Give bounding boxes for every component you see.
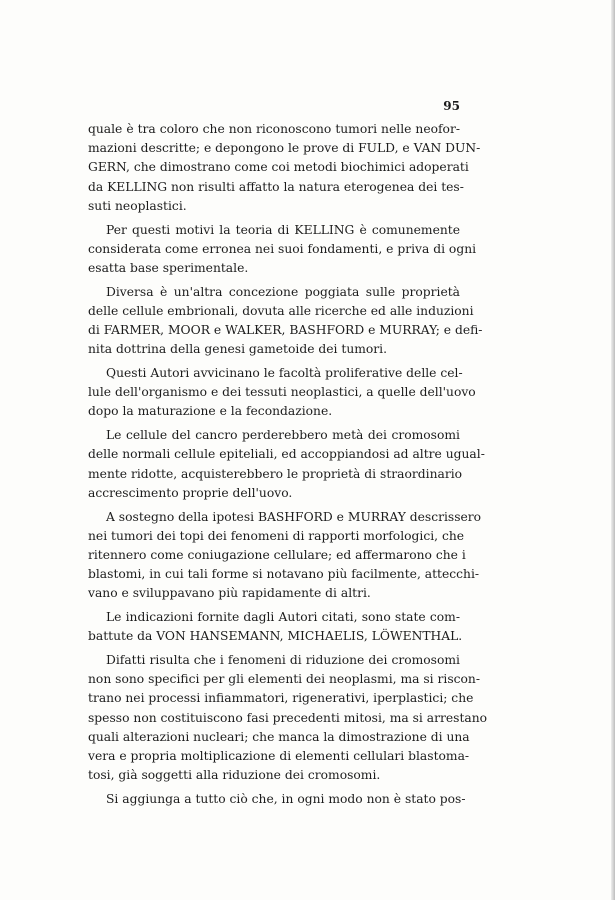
page-edge-shadow: [611, 0, 615, 900]
text-line: di FARMER, MOOR e WALKER, BASHFORD e MURRAY; e defi-: [88, 323, 483, 338]
text-line: vano e sviluppavano più rapidamente di altri.: [88, 586, 371, 601]
text-line: trano nei processi infiammatori, rigenerativi, iperplastici; che: [88, 691, 474, 706]
text-line: accrescimento proprie dell'uovo.: [88, 485, 293, 500]
text-line: da KELLING non risulti affatto la natura eterogenea dei tes-: [88, 179, 464, 194]
text-line: quali alterazioni nucleari; che manca la dimostrazione di una: [88, 729, 470, 744]
paragraph: [88, 508, 482, 604]
paragraph: [88, 608, 463, 646]
paragraph: [88, 651, 488, 785]
text-line: vera e propria moltiplicazione di elementi cellulari blastoma-: [88, 748, 470, 763]
text-line: Questi Autori avvicinano le facoltà proliferative delle cel-: [106, 366, 463, 381]
text-line: tosi, già soggetti alla riduzione dei cromosomi.: [88, 768, 381, 783]
text-line: Si aggiunga a tutto ciò che, in ogni modo non è stato pos-: [106, 791, 466, 806]
paragraph: [88, 426, 485, 503]
text-line: delle cellule embrionali, dovuta alle ricerche ed alle induzioni: [88, 303, 474, 318]
body-text: [88, 120, 488, 809]
text-line: Per questi motivi la teoria di KELLING è comunemente: [106, 222, 460, 237]
text-line: quale è tra coloro che non riconoscono tumori nelle neofor-: [88, 122, 460, 136]
text-line: esatta base sperimentale.: [88, 260, 249, 275]
text-line: mente ridotte, acquisterebbero le proprietà di straordinario: [88, 466, 463, 481]
text-line: suti neoplastici.: [88, 198, 187, 213]
text-line: spesso non costituiscono fasi precedenti mitosi, ma si arrestano: [88, 710, 488, 725]
paragraph: [88, 221, 477, 279]
text-line: mazioni descritte; e depongono le prove di FULD, e VAN DUN-: [88, 141, 481, 156]
text-line: battute da VON HANSEMANN, MICHAELIS, LÖWENTHAL.: [88, 629, 463, 644]
text-line: GERN, che dimostrano come coi metodi biochimici adoperati: [88, 160, 469, 175]
paragraph: [88, 364, 476, 422]
text-line: nita dottrina della genesi gametoide dei tumori.: [88, 342, 388, 357]
paragraph: [88, 790, 466, 809]
text-line: considerata come erronea nei suoi fondamenti, e priva di ogni: [88, 241, 477, 256]
page-number: 95: [443, 99, 460, 113]
text-line: delle normali cellule epiteliali, ed accoppiandosi ad altre ugual-: [88, 447, 485, 462]
paragraph: [88, 120, 481, 216]
text-line: Le indicazioni fornite dagli Autori citati, sono state com-: [106, 610, 460, 625]
text-line: blastomi, in cui tali forme si notavano più facilmente, attecchi-: [88, 567, 480, 582]
text-line: Diversa è un'altra concezione poggiata sulle proprietà: [106, 284, 460, 299]
text-line: dopo la maturazione e la fecondazione.: [88, 404, 333, 419]
text-line: nei tumori dei topi dei fenomeni di rapporti morfologici, che: [88, 528, 465, 543]
text-line: non sono specifici per gli elementi dei neoplasmi, ma si riscon-: [88, 672, 481, 687]
text-line: lule dell'organismo e dei tessuti neoplastici, a quelle dell'uovo: [88, 385, 476, 400]
text-line: A sostegno della ipotesi BASHFORD e MURRAY descrissero: [106, 509, 482, 524]
text-line: Difatti risulta che i fenomeni di riduzione dei cromosomi: [106, 653, 460, 668]
text-line: ritennero come coniugazione cellulare; ed affermarono che i: [88, 547, 466, 562]
paragraph: [88, 283, 483, 360]
text-line: Le cellule del cancro perderebbero metà dei cromosomi: [106, 428, 460, 443]
